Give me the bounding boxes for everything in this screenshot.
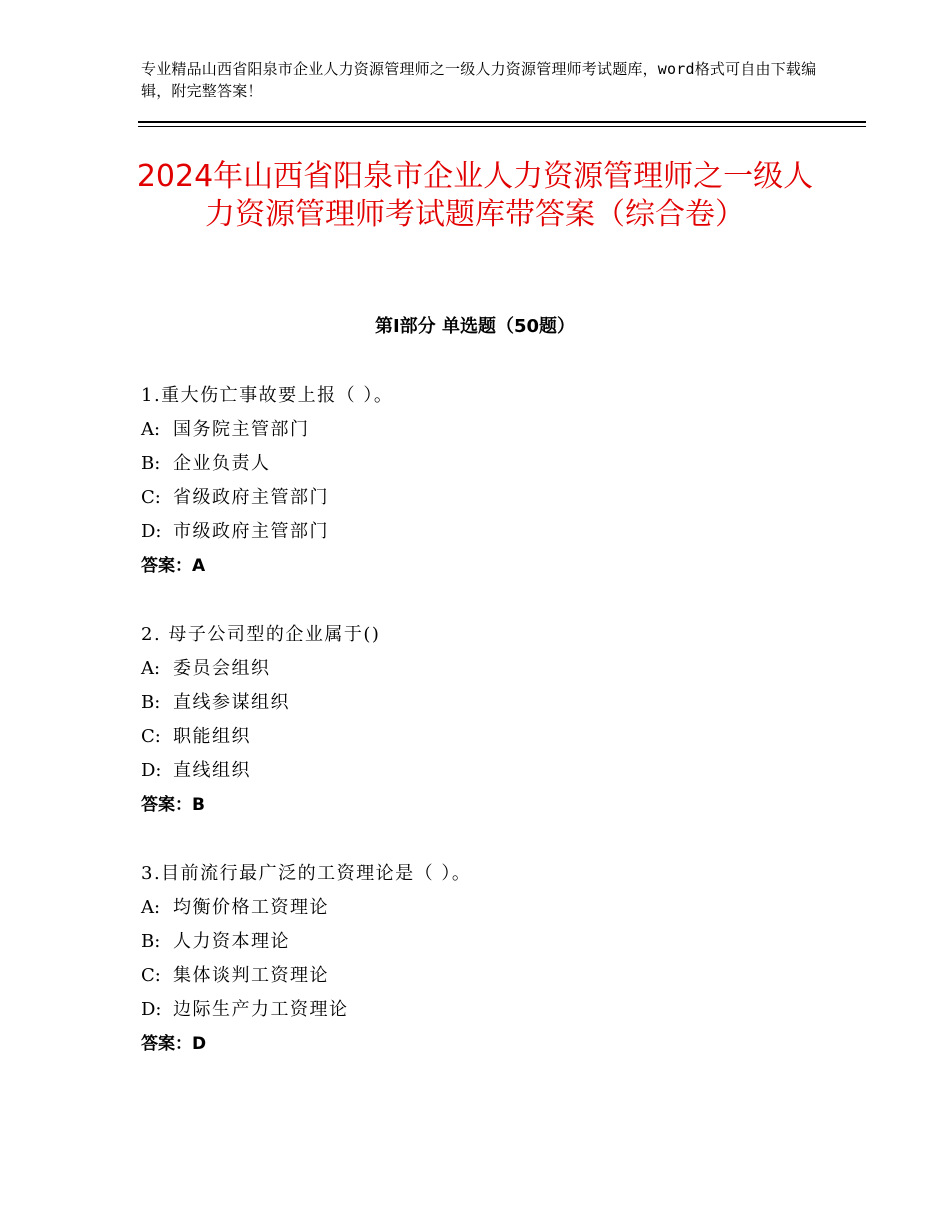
option-key: A: <box>141 419 161 440</box>
question-stem: 1.重大伤亡事故要上报（ ）。 <box>141 385 394 406</box>
option-text: 企业负责人 <box>173 453 271 474</box>
option-a <box>141 891 841 925</box>
option-text: 省级政府主管部门 <box>173 487 329 508</box>
question-2 <box>141 618 841 822</box>
option-text: 市级政府主管部门 <box>173 521 329 542</box>
option-key: D: <box>141 760 162 781</box>
option-b <box>141 447 841 481</box>
option-text: 直线组织 <box>173 760 251 781</box>
section-heading: 第Ⅰ部分 单选题（50题） <box>374 316 575 337</box>
option-key: C: <box>141 726 161 747</box>
option-b <box>141 686 841 720</box>
option-text: 人力资本理论 <box>173 931 290 952</box>
option-b <box>141 925 841 959</box>
question-1 <box>141 379 841 583</box>
question-stem: 3.目前流行最广泛的工资理论是（ ）。 <box>141 863 472 884</box>
option-text: 职能组织 <box>173 726 251 747</box>
option-key: B: <box>141 692 161 713</box>
answer-line: 答案：D <box>141 1034 207 1054</box>
option-d <box>141 515 841 549</box>
option-key: A: <box>141 897 161 918</box>
header-rule-thick <box>138 121 866 123</box>
option-text: 均衡价格工资理论 <box>173 897 329 918</box>
option-text: 直线参谋组织 <box>173 692 290 713</box>
option-c <box>141 959 841 993</box>
option-key: B: <box>141 453 161 474</box>
option-a <box>141 413 841 447</box>
option-c <box>141 481 841 515</box>
option-a <box>141 652 841 686</box>
option-d <box>141 754 841 788</box>
option-c <box>141 720 841 754</box>
option-key: B: <box>141 931 161 952</box>
option-text: 集体谈判工资理论 <box>173 965 329 986</box>
document-title: 2024年山西省阳泉市企业人力资源管理师之一级人力资源管理师考试题库带答案（综合卷） <box>136 159 814 232</box>
option-key: A: <box>141 658 161 679</box>
question-stem: 2. 母子公司型的企业属于() <box>141 624 381 645</box>
option-d <box>141 993 841 1027</box>
question-3 <box>141 857 841 1061</box>
option-text: 委员会组织 <box>173 658 271 679</box>
header-rule-thin <box>138 126 866 127</box>
option-key: D: <box>141 521 162 542</box>
option-text: 国务院主管部门 <box>173 419 310 440</box>
answer-line: 答案：B <box>141 795 205 815</box>
option-key: C: <box>141 965 161 986</box>
header-note: 专业精品山西省阳泉市企业人力资源管理师之一级人力资源管理师考试题库，word格式可自由下载编辑，附完整答案！ <box>141 60 817 100</box>
option-key: C: <box>141 487 161 508</box>
option-key: D: <box>141 999 162 1020</box>
answer-line: 答案：A <box>141 556 206 576</box>
option-text: 边际生产力工资理论 <box>173 999 349 1020</box>
